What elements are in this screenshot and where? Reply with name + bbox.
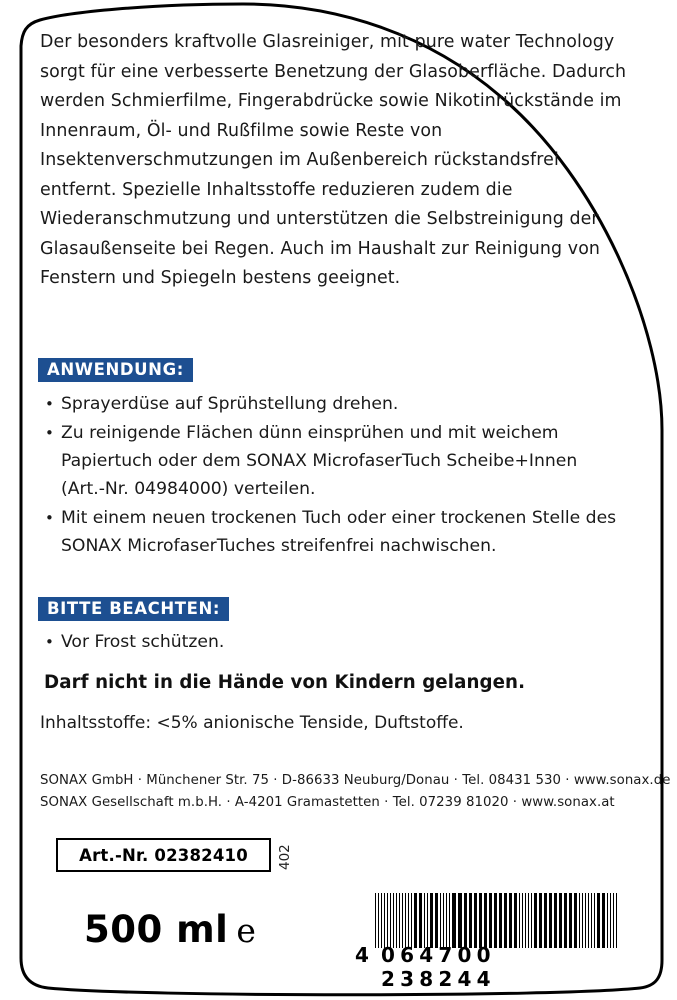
list-item: • Zu reinigende Flächen dünn einsprühen und mit weichem Papiertuch oder dem SONAX MicrofaserTuch Scheibe+Innen (Art.-Nr. 04984000) verteilen. (43, 419, 623, 503)
barcode-bars (375, 893, 619, 948)
e-mark: e (236, 911, 257, 950)
usage-list (43, 390, 623, 561)
company-address-at: SONAX Gesellschaft m.b.H. · A-4201 Gramastetten · Tel. 07239 81020 · www.sonax.at (40, 795, 615, 810)
list-item: • Mit einem neuen trockenen Tuch oder einer trockenen Stelle des SONAX MicrofaserTuches streifenfrei nachwischen. (43, 504, 623, 560)
volume-text (84, 908, 256, 951)
batch-code (279, 840, 309, 872)
list-item: • Sprayerdüse auf Sprühstellung drehen. (43, 390, 623, 418)
list-item: • Vor Frost schützen. (43, 628, 603, 656)
article-number-box (56, 838, 271, 872)
child-warning-text: Darf nicht in die Hände von Kindern gelangen. (44, 672, 526, 693)
article-number-text: Art.-Nr. 02382410 (79, 845, 248, 865)
barcode (355, 893, 615, 991)
notice-heading-wrap (38, 597, 229, 621)
product-description: Der besonders kraftvolle Glasreiniger, mit pure water Technology sorgt für eine verbesserte Benetzung der Glasoberfläche. Dadurch werden Schmierfilme, Fingerabdrücke sowie Nikotinrückstände im Innenraum, Öl- und Rußfilme sowie Reste von Insektenverschmutzungen im Außenbereich rückstandsfrei entfernt. Spezielle Inhaltsstoffe reduzieren zudem die Wiederanschmutzung und unterstützen die Selbstreinigung der Glasaußenseite bei Regen. Auch im Haushalt zur Reinigung von Fenstern und Spiegeln bestens geeignet. (40, 32, 627, 288)
barcode-lead-digit: 4 (355, 943, 371, 967)
usage-heading-wrap (38, 358, 193, 382)
notice-list (43, 628, 603, 657)
ingredients-text: Inhaltsstoffe: <5% anionische Tenside, Duftstoffe. (40, 713, 464, 733)
notice-heading: BITTE BEACHTEN: (38, 597, 229, 621)
usage-heading: ANWENDUNG: (38, 358, 193, 382)
volume-value: 500 ml (84, 908, 229, 951)
company-address-de: SONAX GmbH · Münchener Str. 75 · D-86633 Neuburg/Donau · Tel. 08431 530 · www.sonax.de (40, 773, 671, 788)
barcode-digits: 064700 238244 (381, 943, 496, 991)
batch-code-text: 402 (277, 844, 293, 870)
